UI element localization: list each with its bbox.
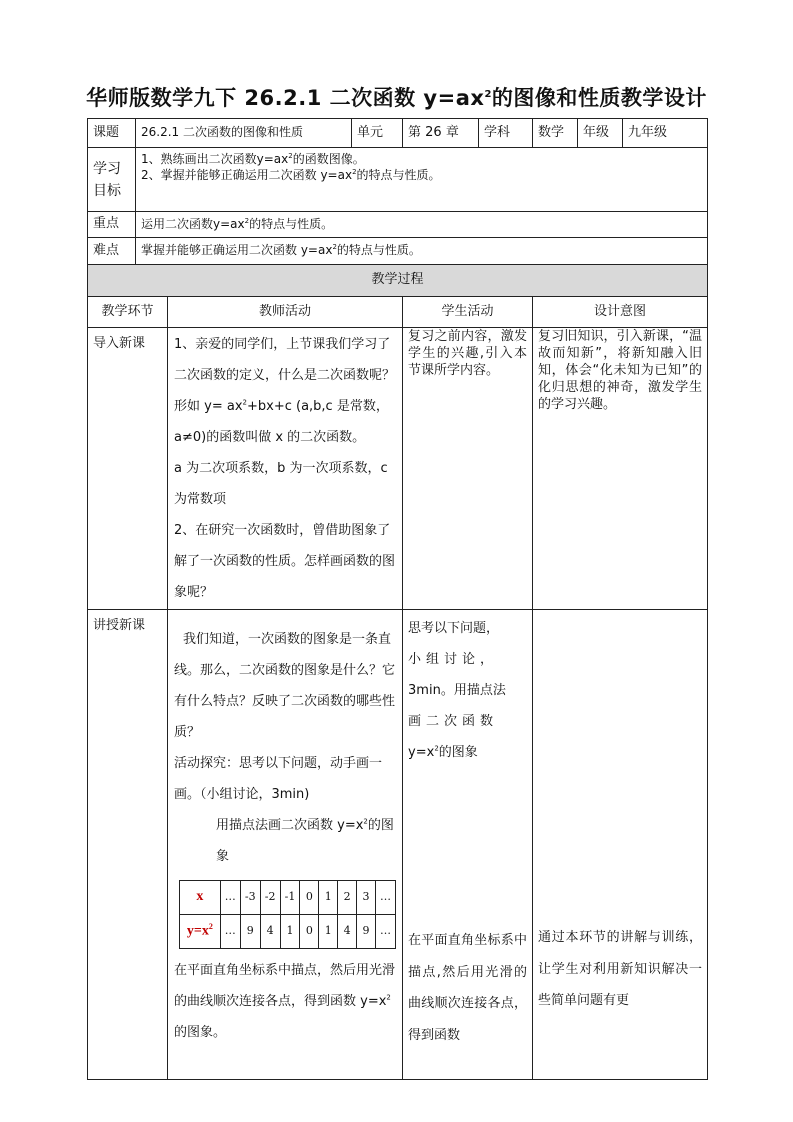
unit-label: 单元 — [352, 119, 403, 148]
difficulty-row — [88, 238, 708, 265]
grade-label: 年级 — [578, 119, 623, 148]
objectives-row — [88, 148, 708, 212]
x-cell: -2 — [260, 881, 280, 915]
difficulty-label: 难点 — [88, 238, 136, 265]
x-cell: 2 — [338, 881, 357, 915]
unit-value: 第 26 章 — [403, 119, 479, 148]
y-cell: 1 — [280, 915, 300, 949]
y-cell: 1 — [319, 915, 338, 949]
subject-label: 学科 — [479, 119, 533, 148]
subject-value: 数学 — [533, 119, 578, 148]
topic-label: 课题 — [88, 119, 136, 148]
y-cell: 4 — [338, 915, 357, 949]
intro-student-activity: 复习之前内容，激发学生的兴趣,引入本节课所学内容。 — [403, 328, 533, 610]
y-cell: … — [220, 915, 240, 949]
key-point-label: 重点 — [88, 212, 136, 238]
process-header: 教学过程 — [88, 265, 708, 297]
page-title: 华师版数学九下 26.2.1 二次函数 $y=ax^2$的图像和性质教学设计 — [86, 86, 707, 110]
difficulty-content: 掌握并能够正确运用二次函数 $y=ax^2$的特点与性质。 — [136, 238, 708, 265]
intro-section-row — [88, 328, 708, 610]
y-cell: 9 — [357, 915, 376, 949]
intro-design-intent: 复习旧知识，引入新课，“温故而知新”，将新知融入旧知，体会“化未知为已知”的化归思想的神奇，激发学生的学习兴趣。 — [533, 328, 708, 610]
value-table — [179, 880, 396, 949]
col-header-student: 学生活动 — [403, 297, 533, 328]
intro-stage-name: 导入新课 — [88, 328, 168, 610]
key-point-content: 运用二次函数$y=ax^2$的特点与性质。 — [136, 212, 708, 238]
x-cell: -1 — [280, 881, 300, 915]
new-lesson-design-intent: 通过本环节的讲解与训练，让学生对利用新知识解决一些简单问题有更 — [533, 610, 708, 1080]
y-cell: 9 — [240, 915, 260, 949]
new-lesson-student-activity: 思考以下问题， 小组讨论， 3min。用描点法 画二次函数 $y=x^2$的图象 在平面直角坐标系中描点,然后用光滑的曲线顺次连接各点，得到函数 — [403, 610, 533, 1080]
column-header-row — [88, 297, 708, 328]
value-table-y-row — [180, 915, 396, 949]
value-table-x-row — [180, 881, 396, 915]
y-header: $y=x^2$ — [180, 915, 221, 949]
x-cell: 3 — [357, 881, 376, 915]
objectives-content: 1、熟练画出二次函数$y=ax^2$的函数图像。 2、掌握并能够正确运用二次函数 $y=ax^2$的特点与性质。 — [136, 148, 708, 212]
lesson-plan-table — [87, 118, 708, 1080]
col-header-stage: 教学环节 — [88, 297, 168, 328]
intro-teacher-activity: 1、亲爱的同学们，上节课我们学习了二次函数的定义，什么是二次函数呢？ 形如 $y= ax^2+bx+c$ (a,b,c 是常数，a≠0)的函数叫做 x 的二次函数。 a 为二次项系数，b 为一次项系数，c 为常数项 2、在研究一次函数时，曾借助图象了解了一次函数的性质。怎样画函数的图象呢？ — [168, 328, 403, 610]
key-point-row — [88, 212, 708, 238]
x-header: x — [180, 881, 221, 915]
col-header-teacher: 教师活动 — [168, 297, 403, 328]
topic-value: 26.2.1 二次函数的图像和性质 — [136, 119, 352, 148]
grade-value: 九年级 — [623, 119, 708, 148]
x-cell: 1 — [319, 881, 338, 915]
new-lesson-stage-name: 讲授新课 — [88, 610, 168, 1080]
topic-row — [88, 119, 708, 148]
x-cell: … — [220, 881, 240, 915]
x-cell: 0 — [300, 881, 319, 915]
y-cell: 0 — [300, 915, 319, 949]
objectives-label: 学习目标 — [88, 148, 136, 212]
new-lesson-section-row — [88, 610, 708, 1080]
y-cell: 4 — [260, 915, 280, 949]
y-cell: … — [375, 915, 395, 949]
col-header-intent: 设计意图 — [533, 297, 708, 328]
process-header-row — [88, 265, 708, 297]
x-cell: … — [375, 881, 395, 915]
new-lesson-teacher-activity: 我们知道，一次函数的图象是一条直线。那么，二次函数的图象是什么？它有什么特点？反映了二次函数的哪些性质？ 活动探究：思考以下问题，动手画一画。（小组讨论，3min) 用描点法画二次函数 $y=x^2$的图象 x … -3 -2 -1 0 1 2 3 … $y=x^2$ … 9 4 1 0 1 4 9 … 在平面直角坐标系中描点，然后用光滑的曲线顺次连接各点，得到函数 $y=x^2$的图象。 — [168, 610, 403, 1080]
x-cell: -3 — [240, 881, 260, 915]
